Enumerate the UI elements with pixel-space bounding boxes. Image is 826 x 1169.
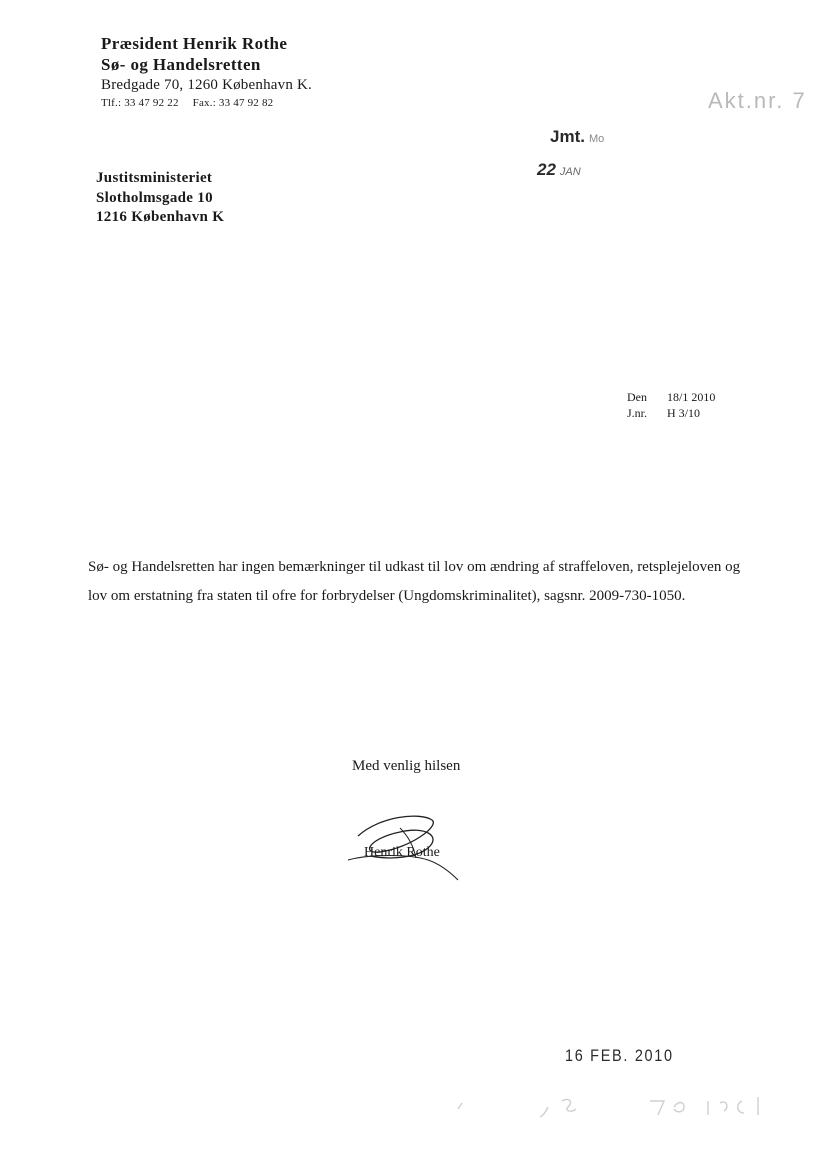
sender-name: Præsident Henrik Rothe [101,34,288,53]
reference-jnr [627,406,700,421]
archive-date-stamp: 16 FEB. 2010 [565,1046,674,1065]
sender-tel: Tlf.: 33 47 92 22 [101,97,179,109]
signature-name: Henrik Rothe [364,845,440,860]
jnr-label: J.nr. [627,406,648,420]
faint-stamp-marks-icon [450,1087,780,1127]
letter-body: Sø- og Handelsretten har ingen bemærkninger til udkast til lov om ændring af straffeloven, retsplejeloven og lov om erstatning fra staten til ofre for forbrydelser (Ungdomskriminalitet), sagsnr. 2009-730-1050. [88,559,741,604]
sender-court: Sø- og Handelsretten [101,55,261,74]
jmt-label: Jmt. [550,127,585,146]
sender-address: Bredgade 70, 1260 København K. [101,77,312,93]
date-label: Den [627,390,647,404]
sender-fax: Fax.: 33 47 92 82 [192,97,274,109]
reference-date [627,390,715,405]
closing: Med venlig hilsen [352,758,461,774]
recipient-line-2: Slotholmsgade 10 [96,190,213,206]
jmt-stamp [550,127,604,147]
received-day: 22 [537,160,556,179]
date-value: 18/1 2010 [667,390,716,404]
recipient-line-1: Justitsministeriet [96,170,213,186]
sender-contact [101,97,273,109]
akt-nr-stamp: Akt.nr. 7 [708,88,807,113]
jmt-initials: Mo [588,133,605,145]
recipient-line-3: 1216 København K [96,209,225,225]
jnr-value: H 3/10 [667,406,700,420]
received-date-stamp [537,160,581,180]
received-month: JAN [559,166,581,178]
